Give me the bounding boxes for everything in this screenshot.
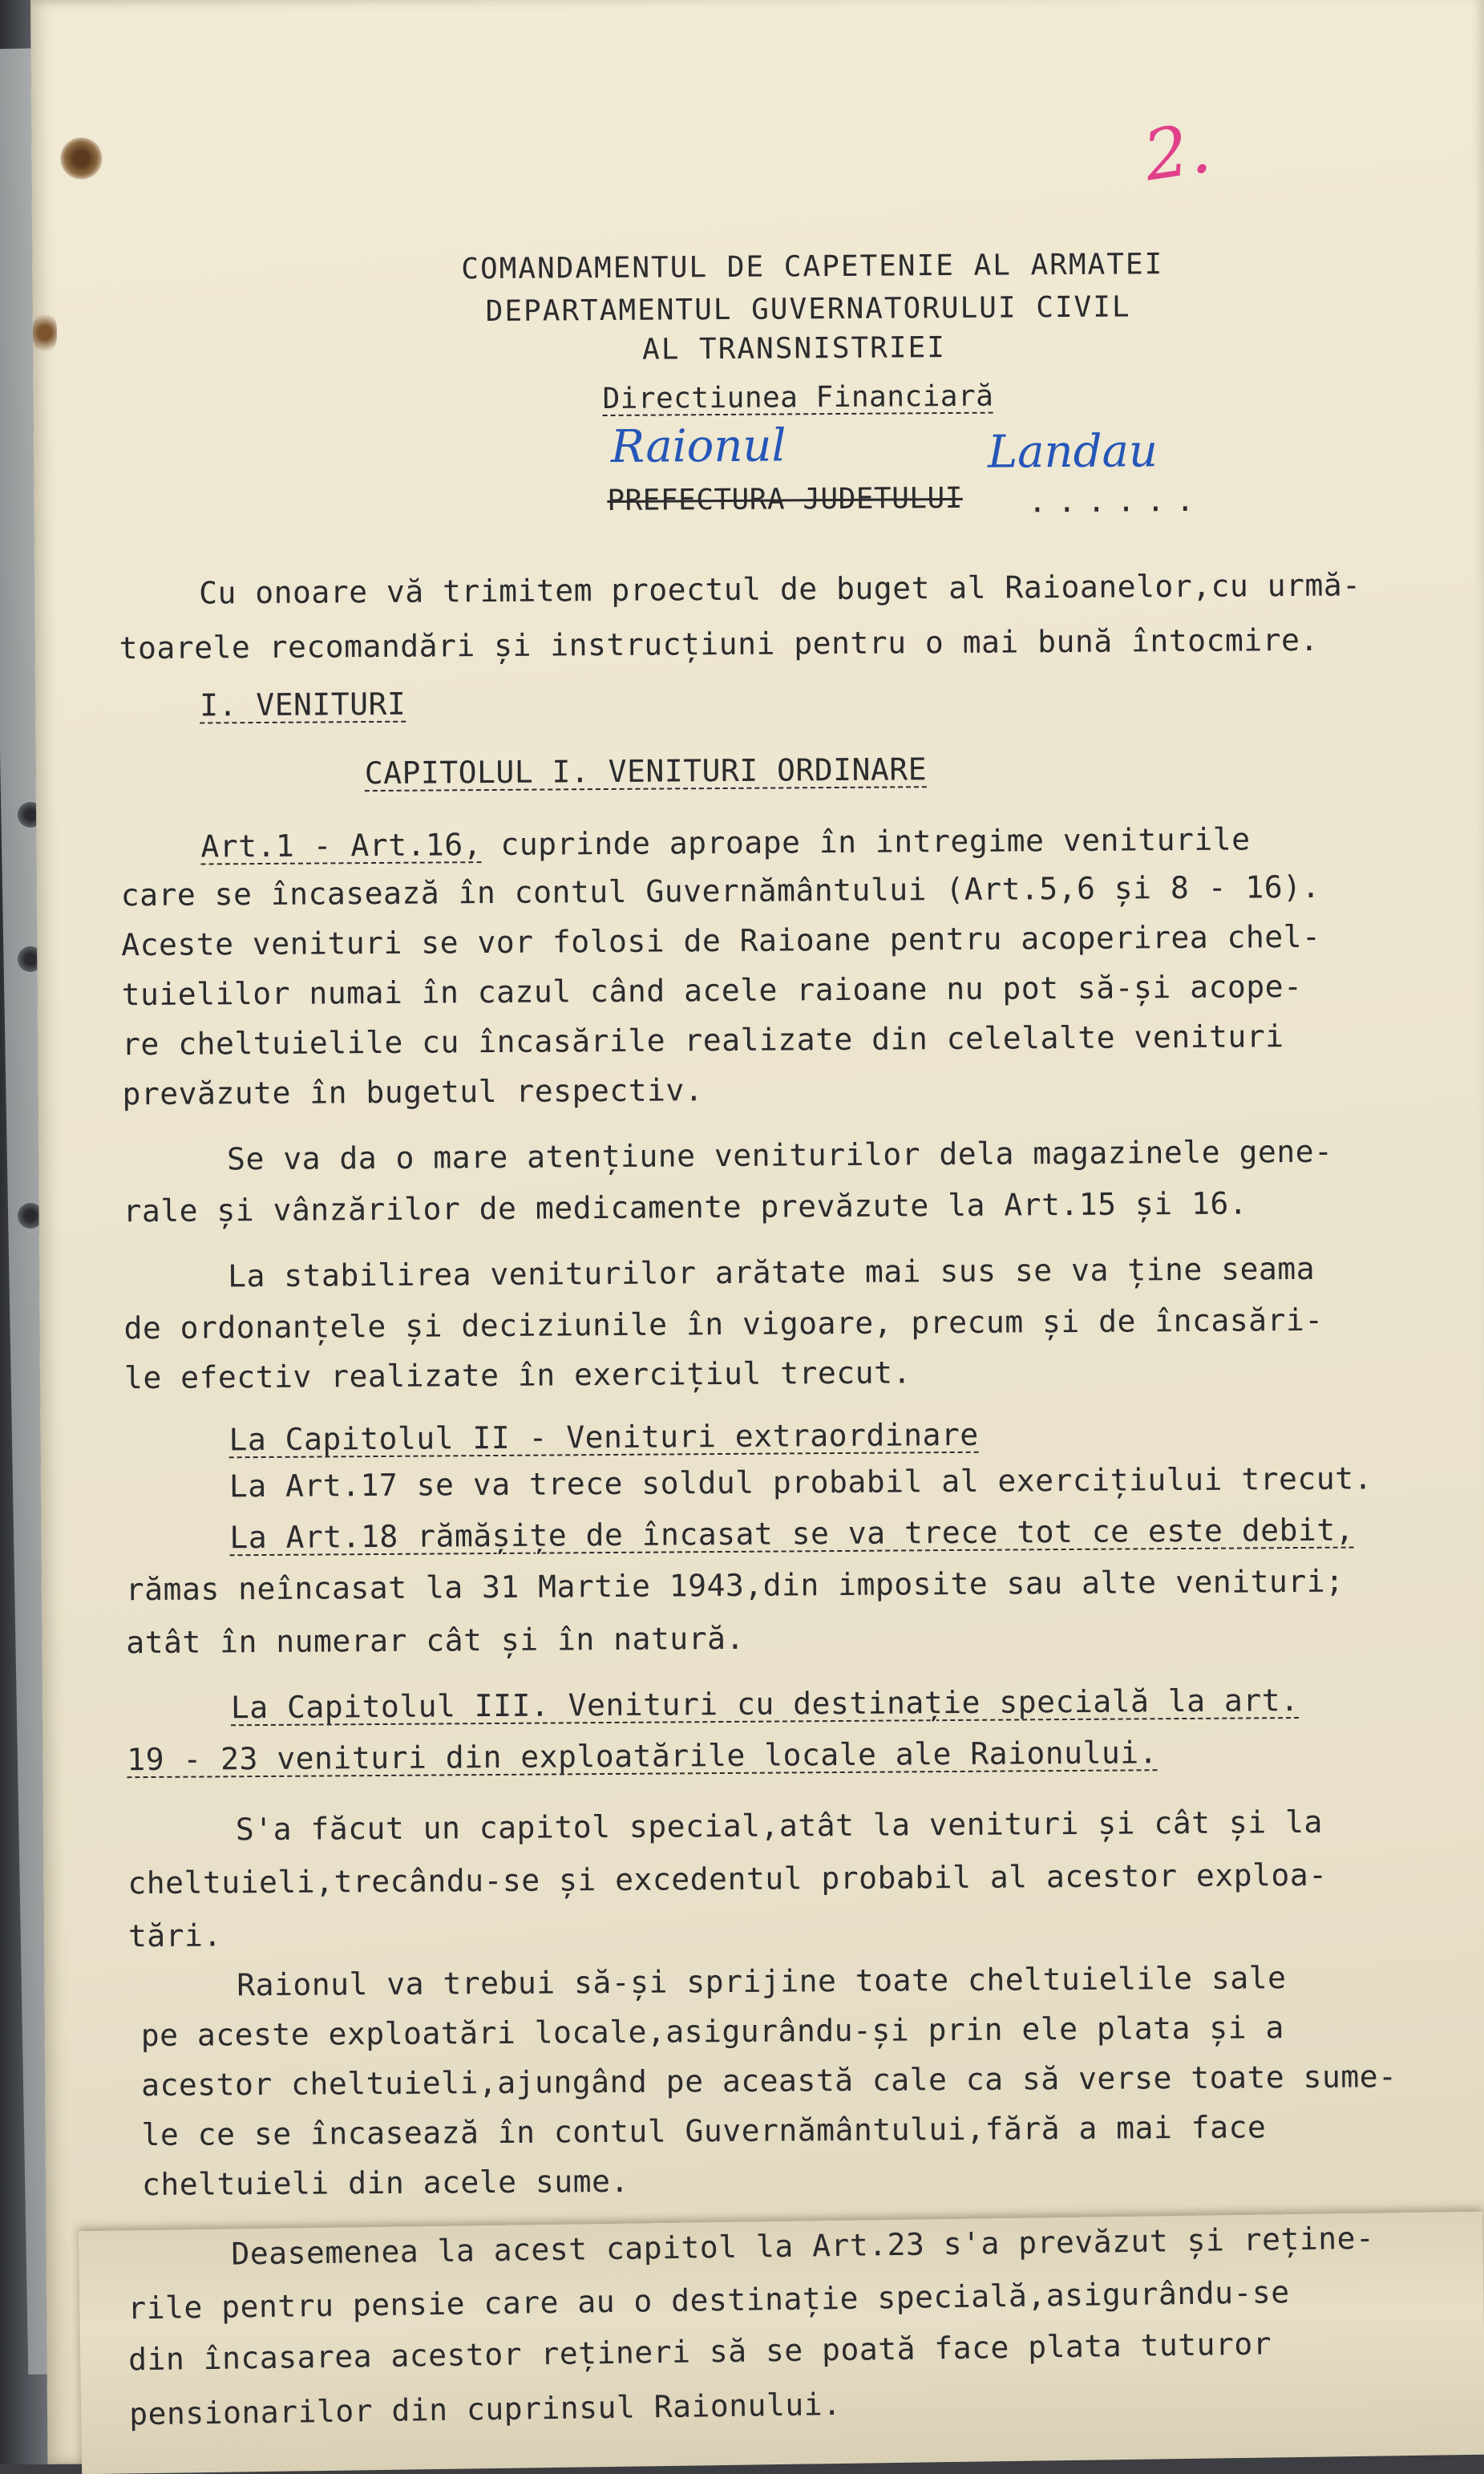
paragraph-line: prevăzute în bugetul respectiv. [122, 1072, 704, 1112]
chapter-heading-2: La Capitolul II - Venituri extraordinare [228, 1416, 979, 1458]
header-line-1: COMANDAMENTUL DE CAPETENIE AL ARMATEI [461, 248, 1164, 286]
paragraph-line: re cheltuielile cu încasările realizate din celelalte venituri [121, 1018, 1284, 1063]
header-line-3: AL TRANSNISTRIEI [641, 331, 946, 366]
document-sheet [30, 0, 1484, 2464]
article-reference: Art.1 - Art.16, [200, 827, 483, 864]
paragraph-line: de ordonanțele și deciziunile în vigoare, precum și de încasări- [123, 1302, 1324, 1346]
paragraph-line: rale și vânzărilor de medicamente prevăzute la Art.15 și 16. [123, 1185, 1248, 1229]
paragraph-line: La Art.18 rămășițe de încasat se va trece tot ce este debit, [229, 1512, 1355, 1556]
handwritten-name: Landau [987, 425, 1158, 479]
paragraph-line: rile pentru pensie care au o destinație specială,asigurându-se [127, 2274, 1290, 2326]
paragraph-line: atât în numerar cât și în natură. [126, 1620, 745, 1661]
chapter-heading-3-cont: 19 - 23 venituri din exploatările locale ale Raionului. [127, 1735, 1158, 1778]
paragraph-line: pensionarilor din cuprinsul Raionului. [128, 2386, 842, 2432]
paragraph-line: cheltuieli din acele sume. [141, 2163, 629, 2203]
paragraph-line: La stabilirea veniturilor arătate mai sus se va ține seama [227, 1250, 1316, 1294]
paragraph-line: care se încasează în contul Guvernământului (Art.5,6 și 8 - 16). [120, 869, 1321, 913]
paragraph-line: S'a făcut un capitol special,atât la venituri și cât și la [235, 1804, 1323, 1848]
paragraph-line: acestor cheltuieli,ajungând pe această cale ca să verse toate sume- [141, 2059, 1397, 2104]
paragraph-line: din încasarea acestor rețineri să se poată face plata tuturor [127, 2326, 1272, 2378]
chapter-heading-1: CAPITOLUL I. VENITURI ORDINARE [364, 751, 928, 792]
paragraph-line: tuielilor numai în cazul când acele raioane nu pot să-și acope- [121, 968, 1303, 1013]
paragraph-line: rămas neîncasat la 31 Martie 1943,din imposite sau alte venituri; [125, 1563, 1344, 1608]
paragraph-line: pe aceste exploatări locale,asigurându-și prin ele plata și a [140, 2010, 1284, 2054]
paragraph-line [200, 821, 1251, 864]
paragraph-line: le efectiv realizate în exercițiul trecut. [123, 1354, 912, 1396]
prefecture-struck: PREFECTURA JUDETULUI [607, 481, 963, 517]
intro-line-1: Cu onoare vă trimitem proectul de buget al Raioanelor,cu urmă- [199, 567, 1361, 611]
paragraph-text: cuprinde aproape în intregime veniturile [481, 821, 1251, 863]
directorate-label: Directiunea Financiară [602, 379, 994, 416]
rust-stain [60, 137, 102, 179]
intro-line-2: toarele recomandări și instrucțiuni pentru o mai bună întocmire. [119, 622, 1319, 666]
paragraph-line: Raionul va trebui să-și sprijine toate cheltuielile sale [237, 1960, 1287, 2003]
paragraph-line: La Art.17 se va trece soldul probabil al exercițiului trecut. [228, 1460, 1373, 1504]
folded-flap [79, 2212, 1484, 2474]
paragraph-line: le ce se încasează în contul Guvernământului,fără a mai face [141, 2109, 1267, 2153]
page-number: 2. [1138, 107, 1216, 197]
rust-stain [33, 313, 57, 353]
paragraph-line: tări. [127, 1917, 222, 1954]
paragraph-line: Aceste venituri se vor folosi de Raioane pentru acoperirea chel- [121, 918, 1321, 963]
section-heading: I. VENITURI [199, 686, 406, 723]
paragraph-line: cheltuieli,trecându-se și excedentul probabil al acestor exploa- [127, 1857, 1328, 1901]
header-line-2: DEPARTAMENTUL GUVERNATORULUI CIVIL [485, 290, 1131, 329]
chapter-heading-3: La Capitolul III. Venituri cu destinație specială la art. [230, 1682, 1300, 1726]
paragraph-line: Deasemenea la acest capitol la Art.23 s'a prevăzut și reține- [231, 2220, 1375, 2272]
dotted-line: ...... [1028, 482, 1206, 520]
handwritten-raion: Raionul [610, 419, 786, 473]
paragraph-line: Se va da o mare atențiune veniturilor dela magazinele gene- [226, 1133, 1333, 1177]
